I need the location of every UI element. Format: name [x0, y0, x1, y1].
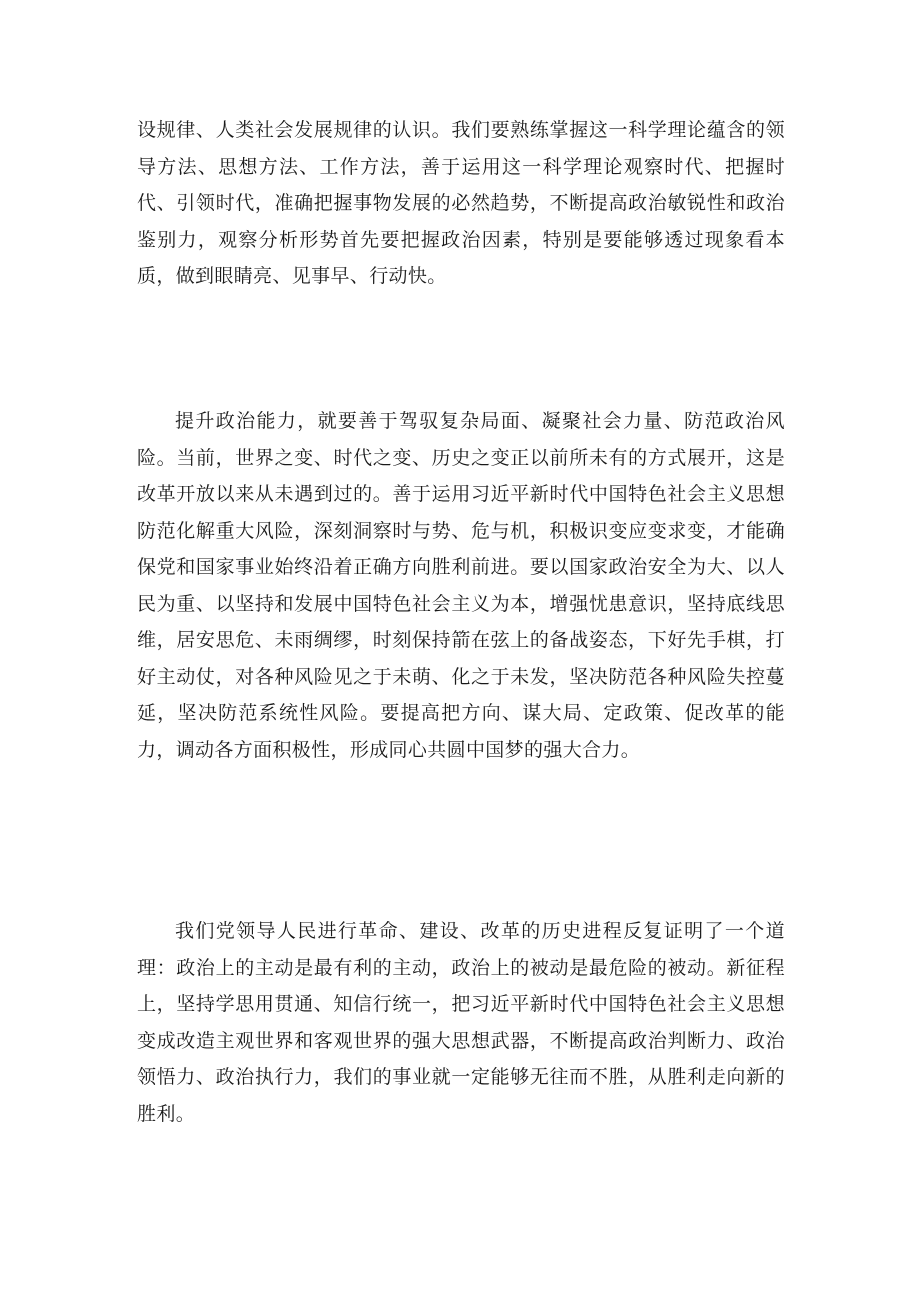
paragraph-political-ability: 提升政治能力，就要善于驾驭复杂局面、凝聚社会力量、防范政治风险。当前，世界之变、时代之变、历史之变正以前所未有的方式展开，这是改革开放以来从未遇到过的。善于运用习近平新时代中国特色社会主义思想防范化解重大风险，深刻洞察时与势、危与机，积极识变应变求变，才能确保党和国家事业始终沿着正确方向胜利前进。要以国家政治安全为大、以人民为重、以坚持和发展中国特色社会主义为本，增强忧患意识，坚持底线思维，居安思危、未雨绸缪，时刻保持箭在弦上的备战姿态，下好先手棋，打好主动仗，对各种风险见之于未萌、化之于未发，坚决防范各种风险失控蔓延，坚决防范系统性风险。要提高把方向、谋大局、定政策、促改革的能力，调动各方面积极性，形成同心共圆中国梦的强大合力。 [137, 410, 785, 761]
paragraph-continued: 设规律、人类社会发展规律的认识。我们要熟练掌握这一科学理论蕴含的领导方法、思想方法、工作方法，善于运用这一科学理论观察时代、把握时代、引领时代，准确把握事物发展的必然趋势，不断提高政治敏锐性和政治鉴别力，观察分析形势首先要把握政治因素，特别是要能够透过现象看本质，做到眼睛亮、见事早、行动快。 [137, 119, 785, 287]
paragraph-political-initiative: 我们党领导人民进行革命、建设、改革的历史进程反复证明了一个道理：政治上的主动是最有利的主动，政治上的被动是最危险的被动。新征程上，坚持学思用贯通、知信行统一，把习近平新时代中国特色社会主义思想变成改造主观世界和客观世界的强大思想武器，不断提高政治判断力、政治领悟力、政治执行力，我们的事业就一定能够无往而不胜，从胜利走向新的胜利。 [137, 920, 785, 1125]
